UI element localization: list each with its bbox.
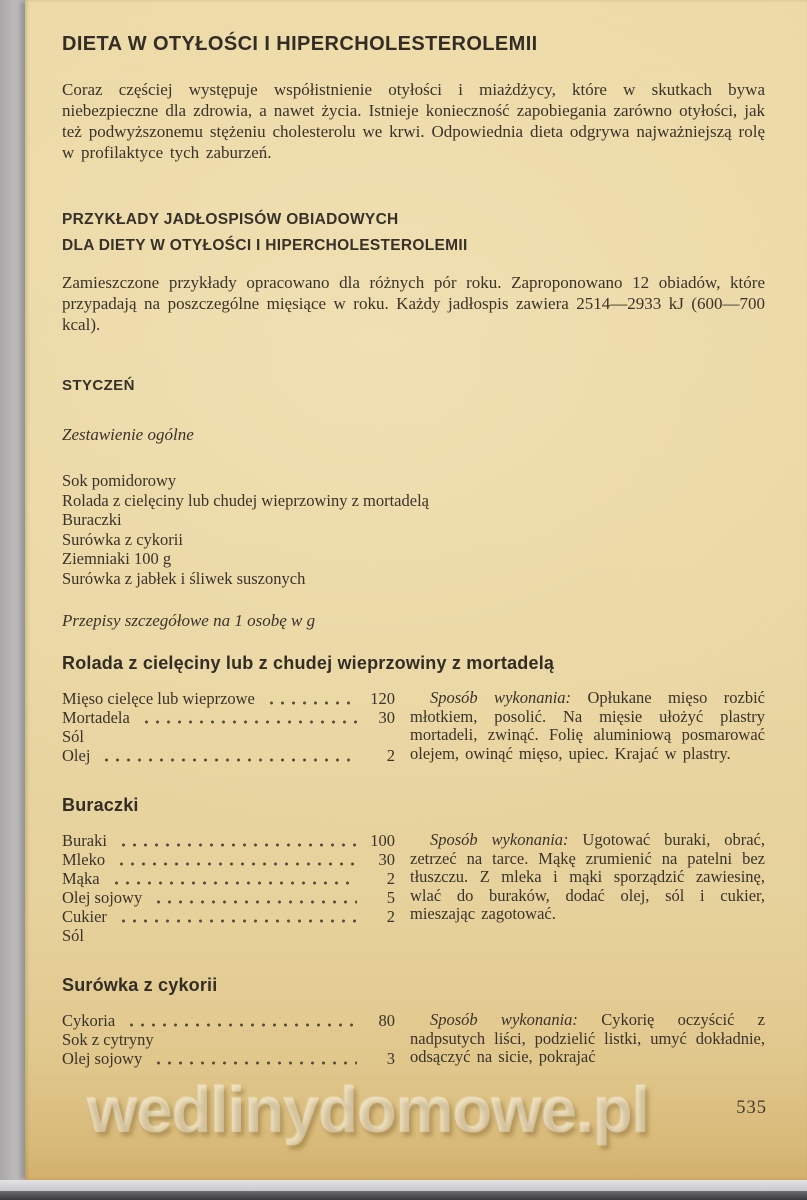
recipe-title: Rolada z cielęciny lub z chudej wieprzowiny z mortadelą — [62, 653, 555, 673]
ingredient-row — [62, 869, 395, 888]
dot-leader — [163, 1040, 357, 1046]
ingredient-row — [62, 1049, 395, 1068]
dot-leader — [93, 936, 357, 942]
method-text: Opłukane mięso rozbić młotkiem, posolić. Na mięsie ułożyć plastry mortadeli, zwinąć. Folię aluminiową posmarować olejem, owinąć mięso, upiec. Krajać w plastry. — [410, 688, 765, 763]
ingredient-row — [62, 926, 395, 945]
book-page — [25, 0, 807, 1180]
ingredient-row — [62, 831, 395, 850]
ingredient-amount: 30 — [378, 850, 395, 869]
ingredient-amount: 100 — [370, 831, 395, 850]
menu-item: Surówka z cykorii — [62, 529, 183, 549]
dot-leader — [139, 718, 357, 724]
ingredient-name: Sól — [62, 926, 85, 945]
recipe-method — [410, 1011, 765, 1068]
menu-item: Surówka z jabłek i śliwek suszonych — [62, 568, 306, 588]
month-heading: STYCZEŃ — [62, 377, 135, 394]
ingredient-amount: 3 — [386, 1049, 395, 1068]
dot-leader — [124, 1021, 357, 1027]
watermark: wedlinydomowe.pl — [87, 1073, 649, 1146]
ingredient-list — [62, 689, 395, 765]
method-label: Sposób wykonania: — [430, 688, 572, 707]
ingredient-row — [62, 888, 395, 907]
ingredient-row — [62, 1011, 395, 1030]
recipe-method — [410, 689, 765, 765]
recipes-detail-label: Przepisy szczegółowe na 1 osobę w g — [62, 611, 316, 630]
ingredient-name: Sok z cytryny — [62, 1030, 154, 1049]
menu-item: Buraczki — [62, 510, 122, 529]
ingredient-amount: 120 — [370, 689, 395, 708]
page-number: 535 — [736, 1098, 767, 1118]
ingredient-amount: 2 — [386, 907, 395, 926]
dot-leader — [151, 898, 357, 904]
ingredient-row — [62, 1030, 395, 1049]
dot-leader — [116, 917, 357, 923]
recipe-title: Buraczki — [62, 795, 139, 815]
ingredient-amount: 5 — [386, 888, 395, 907]
ingredient-name: Olej sojowy — [62, 888, 143, 907]
ingredient-amount: 80 — [378, 1011, 395, 1030]
scan-edge-dark — [0, 1191, 807, 1200]
menu-item: Rolada z cielęciny lub chudej wieprzowiny z mortadelą — [62, 490, 429, 510]
page-content — [25, 0, 807, 1068]
ingredient-amount: 2 — [386, 746, 395, 765]
ingredient-amount: 2 — [386, 869, 395, 888]
ingredient-row — [62, 746, 395, 765]
ingredient-name: Sól — [62, 727, 85, 746]
menu-item: Ziemniaki 100 g — [62, 549, 172, 568]
scan-edge-light — [0, 1180, 807, 1191]
ingredient-name: Mięso cielęce lub wieprzowe — [62, 689, 255, 708]
dot-leader — [114, 860, 357, 866]
dot-leader — [99, 756, 357, 762]
ingredient-name: Mortadela — [62, 708, 130, 727]
recipe-method — [410, 831, 765, 945]
method-text: Cykorię oczyścić z nadpsutych liści, podzielić listki, umyć dokładnie, odsączyć na sicie, pokrajać — [410, 1010, 765, 1066]
ingredient-row — [62, 689, 395, 708]
section-heading-line-2: DLA DIETY W OTYŁOŚCI I HIPERCHOLESTEROLEMII — [62, 237, 468, 254]
ingredient-name: Cykoria — [62, 1011, 116, 1030]
ingredient-name: Mąka — [62, 869, 100, 888]
dot-leader — [264, 699, 357, 705]
ingredient-name: Buraki — [62, 831, 107, 850]
ingredient-name: Mleko — [62, 850, 106, 869]
method-label: Sposób wykonania: — [430, 1010, 578, 1029]
ingredient-amount: 30 — [378, 708, 395, 727]
recipe-block — [62, 689, 765, 765]
method-text: Ugotować buraki, obrać, zetrzeć na tarce. Mąkę zrumienić na patelni bez tłuszczu. Z mleka i mąki sporządzić zawiesinę, wlać do buraków, dodać olej, sól i cukier, mieszając zagotować. — [410, 830, 766, 923]
intro-paragraph: Coraz częściej występuje współistnienie otyłości i miażdżycy, które w skutkach bywa niebezpieczne dla zdrowia, a nawet życia. Istnieje konieczność zapobiegania zarówno otyłości, jak też podwyższonemu stężeniu cholesterolu we krwi. Odpowiednia dieta odgrywa najważniejszą rolę w profilaktyce tych zaburzeń. — [62, 80, 765, 162]
section-intro-paragraph: Zamieszczone przykłady opracowano dla różnych pór roku. Zaproponowano 12 obiadów, które przypadają na poszczególne mięsiące w roku. Każdy jadłospis zawiera 2514—2933 kJ (600—700 kcal). — [62, 273, 765, 334]
section-heading — [62, 207, 765, 259]
ingredient-name: Olej sojowy — [62, 1049, 143, 1068]
ingredient-name: Cukier — [62, 907, 107, 926]
menu-list — [62, 471, 765, 588]
ingredient-list — [62, 1011, 395, 1068]
ingredient-row — [62, 727, 395, 746]
ingredient-name: Olej — [62, 746, 91, 765]
recipe-title: Surówka z cykorii — [62, 975, 218, 995]
section-heading-line-1: PRZYKŁADY JADŁOSPISÓW OBIADOWYCH — [62, 211, 399, 228]
ingredient-list — [62, 831, 395, 945]
dot-leader — [116, 841, 357, 847]
dot-leader — [151, 1059, 357, 1065]
ingredient-row — [62, 907, 395, 926]
method-label: Sposób wykonania: — [430, 830, 569, 849]
menu-item: Sok pomidorowy — [62, 471, 177, 490]
ingredient-row — [62, 708, 395, 727]
menu-overview-label: Zestawienie ogólne — [62, 425, 194, 444]
recipe-block — [62, 1011, 765, 1068]
recipe-block — [62, 831, 765, 945]
page-title: DIETA W OTYŁOŚCI I HIPERCHOLESTEROLEMII — [62, 33, 538, 55]
ingredient-row — [62, 850, 395, 869]
dot-leader — [93, 737, 357, 743]
dot-leader — [109, 879, 357, 885]
